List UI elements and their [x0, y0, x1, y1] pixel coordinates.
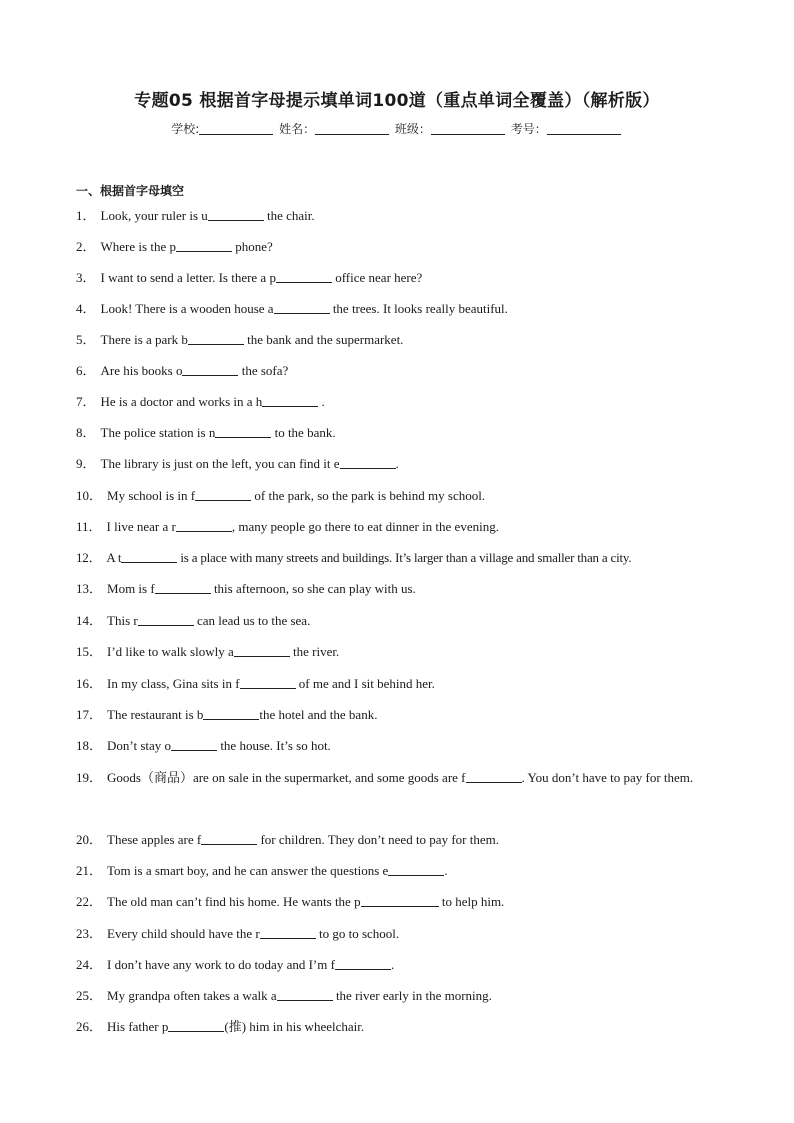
class-label: 班级：: [394, 122, 431, 136]
question-item: 20． These apples are f for children. They don’t need to pay for them.: [76, 832, 499, 847]
question-item: 4． Look! There is a wooden house a the trees. It looks really beautiful.: [76, 301, 508, 316]
question-item: 19． Goods（商品）are on sale in the supermarket, and some goods are f . You don’t have to pay for them.: [76, 770, 694, 785]
question-item: 14． This r can lead us to the sea.: [76, 613, 311, 628]
question-item: 15． I’d like to walk slowly a the river.: [76, 644, 340, 659]
answer-blank[interactable]: [182, 362, 238, 376]
answer-blank[interactable]: [277, 987, 333, 1001]
name-label: 姓名：: [279, 122, 316, 136]
answer-blank[interactable]: [188, 331, 244, 345]
answer-blank[interactable]: [208, 207, 264, 221]
answer-blank[interactable]: [176, 238, 232, 252]
question-item: 26． His father p (推) him in his wheelchair.: [76, 1019, 365, 1034]
question-item: 7． He is a doctor and works in a h .: [76, 394, 325, 409]
answer-blank[interactable]: [155, 580, 211, 594]
question-item: 22． The old man can’t find his home. He wants the p to help him.: [76, 894, 505, 909]
answer-blank[interactable]: [203, 706, 259, 720]
section-heading: 一、根据首字母填空: [76, 184, 185, 198]
answer-blank[interactable]: [466, 769, 522, 783]
answer-blank[interactable]: [176, 518, 232, 532]
answer-blank[interactable]: [234, 643, 290, 657]
school-label: 学校:: [171, 122, 200, 136]
question-item: 21． Tom is a smart boy, and he can answer the questions e .: [76, 863, 448, 878]
question-item: 25． My grandpa often takes a walk a the river early in the morning.: [76, 988, 492, 1003]
answer-blank[interactable]: [138, 612, 194, 626]
answer-blank[interactable]: [262, 393, 318, 407]
answer-blank[interactable]: [274, 300, 330, 314]
question-item: 3． I want to send a letter. Is there a p office near here?: [76, 270, 423, 285]
answer-blank[interactable]: [361, 893, 439, 907]
page-title: 专题05 根据首字母提示填单词100道（重点单词全覆盖）（解析版）: [134, 91, 660, 111]
question-item: 1． Look, your ruler is u the chair.: [76, 208, 315, 223]
school-blank[interactable]: [199, 122, 273, 135]
question-item: 2． Where is the p phone?: [76, 239, 273, 254]
question-item: 18． Don’t stay o the house. It’s so hot.: [76, 738, 331, 753]
question-item: 12． A t is a place with many streets and buildings. It’s larger than a village and smaller than a city.: [76, 550, 632, 565]
class-blank[interactable]: [431, 122, 505, 135]
question-item: 23． Every child should have the r to go to school.: [76, 926, 400, 941]
answer-blank[interactable]: [240, 675, 296, 689]
question-item: 9． The library is just on the left, you can find it e .: [76, 456, 399, 471]
answer-blank[interactable]: [335, 956, 391, 970]
answer-blank[interactable]: [340, 455, 396, 469]
answer-blank[interactable]: [215, 424, 271, 438]
answer-blank[interactable]: [168, 1018, 224, 1032]
question-item: 11． I live near a r , many people go there to eat dinner in the evening.: [76, 519, 499, 534]
exam-number-label: 考号：: [510, 122, 547, 136]
answer-blank[interactable]: [260, 925, 316, 939]
question-item: 8． The police station is n to the bank.: [76, 425, 336, 440]
answer-blank[interactable]: [201, 831, 257, 845]
question-item: 17． The restaurant is b the hotel and the bank.: [76, 707, 378, 722]
answer-blank[interactable]: [276, 269, 332, 283]
question-item: 5． There is a park b the bank and the supermarket.: [76, 332, 404, 347]
answer-blank[interactable]: [388, 862, 444, 876]
question-item: 6． Are his books o the sofa?: [76, 363, 289, 378]
answer-blank[interactable]: [171, 737, 217, 751]
answer-blank[interactable]: [121, 549, 177, 563]
question-item: 10． My school is in f of the park, so the park is behind my school.: [76, 488, 486, 503]
student-info-line: [0, 120, 794, 137]
exam-number-blank[interactable]: [547, 122, 621, 135]
answer-blank[interactable]: [195, 487, 251, 501]
question-item: 16． In my class, Gina sits in f of me and I sit behind her.: [76, 676, 435, 691]
name-blank[interactable]: [315, 122, 389, 135]
question-item: 13． Mom is f this afternoon, so she can play with us.: [76, 581, 416, 596]
question-item: 24． I don’t have any work to do today and I’m f .: [76, 957, 395, 972]
